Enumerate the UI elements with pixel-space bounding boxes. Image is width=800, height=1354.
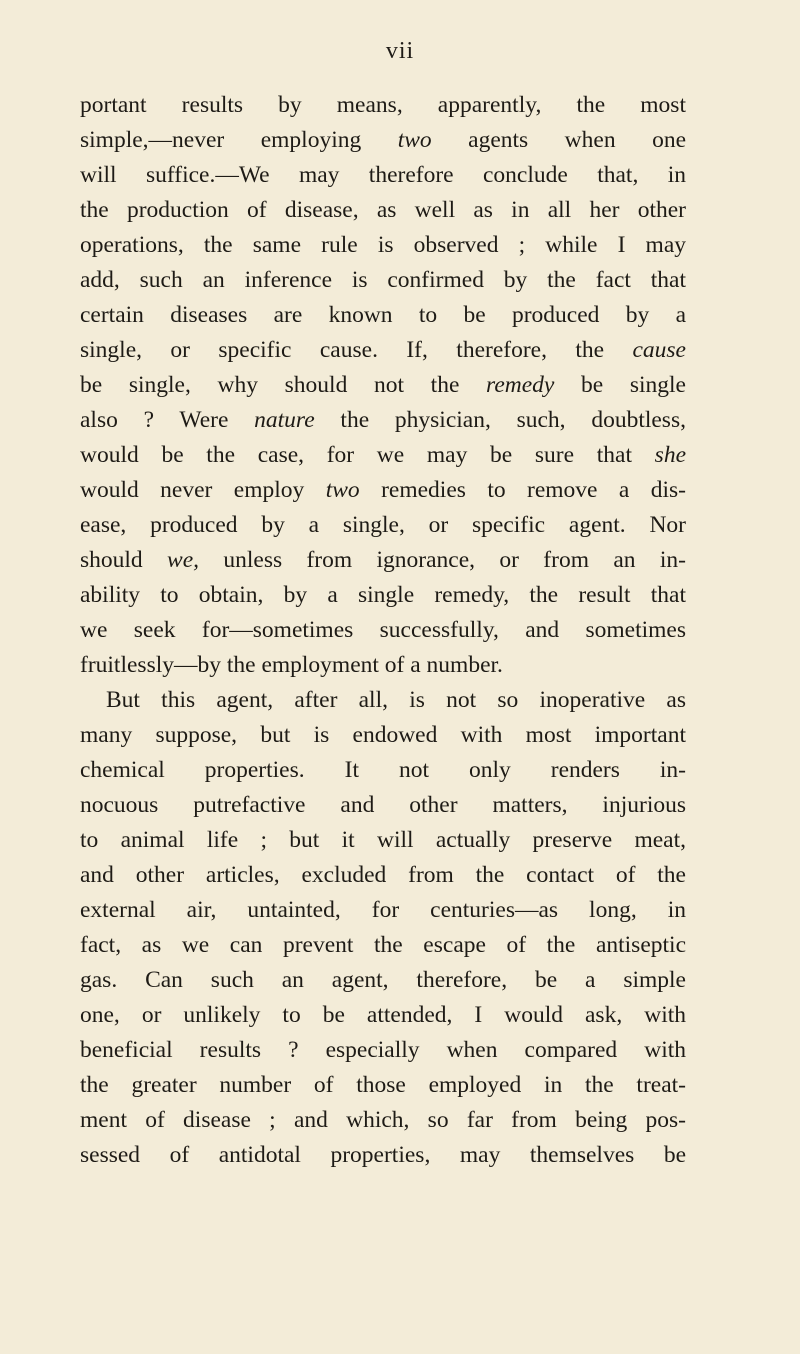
text-line [80,228,686,263]
text-run: agents when one [431,127,686,153]
text-run: certain diseases are known to be produced by a [80,302,686,328]
text-line [80,1033,686,1068]
text-line [80,438,686,473]
text-line [80,578,686,613]
text-line [80,823,686,858]
italic-text: two [325,477,360,503]
text-line [80,753,686,788]
text-run: should [80,547,168,573]
text-run: external air, untainted, for centuries—as long, in [80,897,686,923]
text-run: the production of disease, as well as in all her other [80,197,686,223]
text-run: ment of disease ; and which, so far from being pos- [80,1107,686,1133]
text-line [80,648,686,683]
text-run: to animal life ; but it will actually preserve meat, [80,827,686,853]
text-line [80,613,686,648]
text-run: gas. Can such an agent, therefore, be a simple [80,967,686,993]
text-run: be single [554,372,686,398]
page-number: vii [385,38,415,64]
text-run: many suppose, but is endowed with most important [80,722,686,748]
text-run: and other articles, excluded from the contact of the [80,862,686,888]
text-run: chemical properties. It not only renders in- [80,757,686,783]
italic-text: remedy [486,372,555,398]
text-run: one, or unlikely to be attended, I would ask, with [80,1002,686,1028]
paragraph-2 [80,683,686,1173]
text-line [80,158,686,193]
text-line [80,928,686,963]
text-line [80,298,686,333]
text-run: unless from ignorance, or from an in- [199,547,686,573]
text-run: also ? Were [80,407,255,433]
italic-text: nature [254,407,315,433]
text-line [80,893,686,928]
text-run: the greater number of those employed in the treat- [80,1072,686,1098]
text-run: we seek for—sometimes successfully, and sometimes [80,617,686,643]
text-line [80,1138,686,1173]
italic-text: cause [632,337,686,363]
text-run: fruitlessly—by the employment of a number. [80,652,503,678]
text-run: ease, produced by a single, or specific agent. Nor [80,512,686,538]
text-run: ability to obtain, by a single remedy, the result that [80,582,686,608]
text-line [80,788,686,823]
paragraph-1 [80,88,686,683]
text-line [80,333,686,368]
text-line [80,473,686,508]
text-run: the physician, such, doubtless, [314,407,686,433]
text-line [80,193,686,228]
text-run: would be the case, for we may be sure that [80,442,655,468]
text-run: would never employ [80,477,326,503]
text-run: add, such an inference is confirmed by the fact that [80,267,686,293]
italic-text: two [397,127,432,153]
text-run: beneficial results ? especially when compared with [80,1037,686,1063]
text-line [80,88,686,123]
text-line [80,858,686,893]
text-run: portant results by means, apparently, the most [80,92,686,118]
text-run: sessed of antidotal properties, may themselves be [80,1142,686,1168]
text-run: nocuous putrefactive and other matters, injurious [80,792,686,818]
text-line [80,683,686,718]
text-run: single, or specific cause. If, therefore, the [80,337,633,363]
body-text [80,88,686,1173]
text-line [80,718,686,753]
text-run: But this agent, after all, is not so inoperative as [106,687,686,713]
text-run: remedies to remove a dis- [359,477,686,503]
text-run: will suffice.—We may therefore conclude that, in [80,162,686,188]
text-line [80,963,686,998]
text-line [80,508,686,543]
text-run: be single, why should not the [80,372,487,398]
text-line [80,998,686,1033]
text-line [80,1103,686,1138]
text-run: operations, the same rule is observed ; while I may [80,232,686,258]
text-run: fact, as we can prevent the escape of the antiseptic [80,932,686,958]
text-run: simple,—never employing [80,127,398,153]
text-line [80,403,686,438]
text-line [80,368,686,403]
text-line [80,123,686,158]
text-line [80,543,686,578]
italic-text: she [654,442,686,468]
text-line [80,263,686,298]
text-line [80,1068,686,1103]
italic-text: we, [167,547,200,573]
